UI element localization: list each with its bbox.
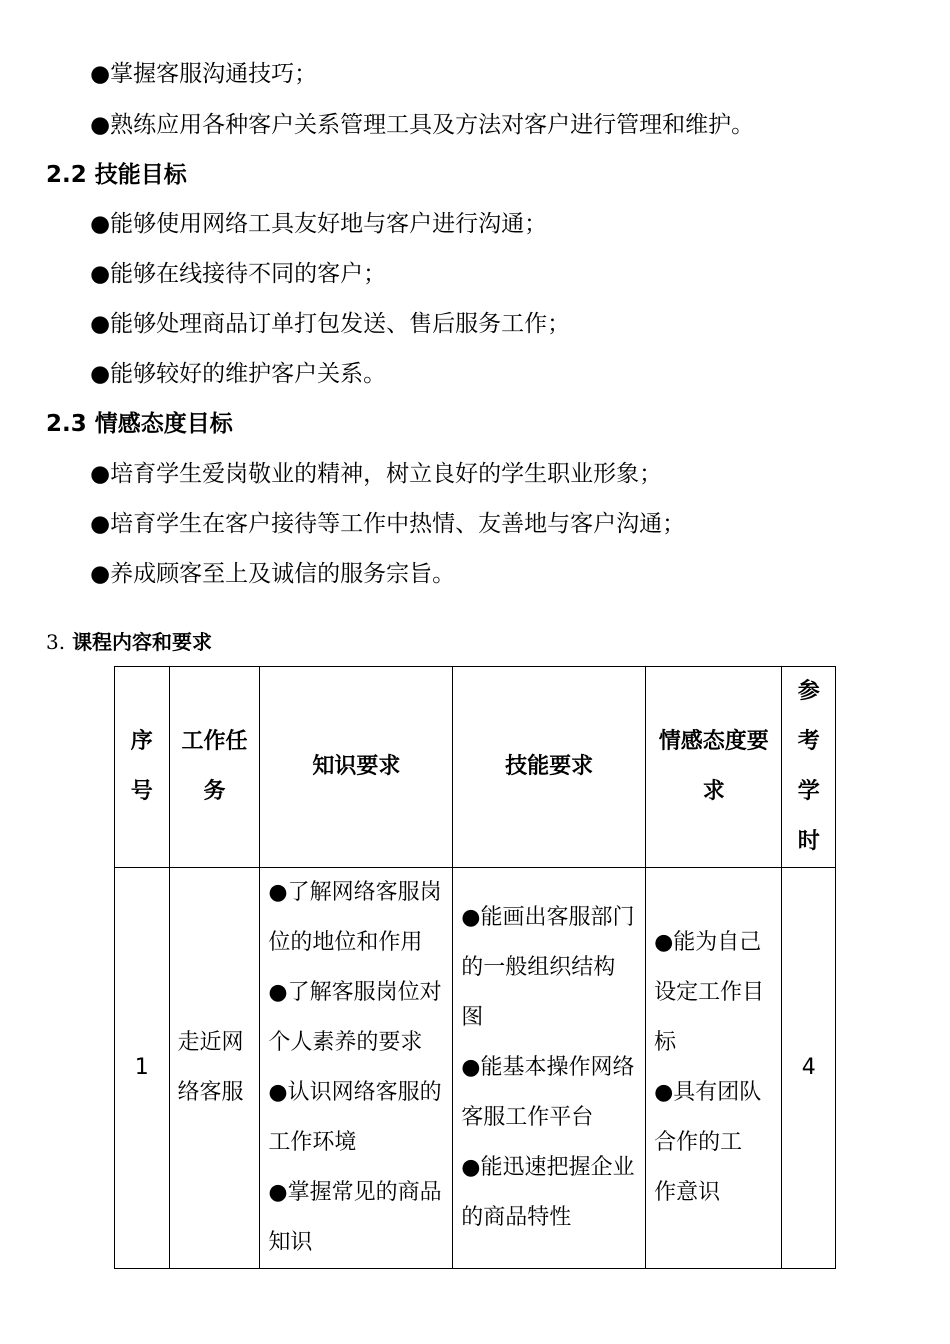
header-knowledge: 知识要求 xyxy=(260,667,453,868)
skill-goal-item: ●能够在线接待不同的客户； xyxy=(90,261,387,287)
header-attitude: 情感态度要 求 xyxy=(646,667,782,868)
skill-goal-item: ●能够较好的维护客户关系。 xyxy=(90,361,387,387)
cell-skill: ●能画出客服部门 的一般组织结构 图 ●能基本操作网络 客服工作平台 ●能迅速把握企业 的商品特性 xyxy=(453,868,646,1269)
header-task: 工作任 务 xyxy=(169,667,260,868)
table-row xyxy=(115,868,836,1269)
attitude-goal-item: ●培育学生爱岗敬业的精神，树立良好的学生职业形象； xyxy=(90,461,663,487)
header-hours: 参 考 学 时 xyxy=(782,667,836,868)
section-heading-skill-goals: 2.2 技能目标 xyxy=(46,162,187,188)
knowledge-goal-item: ●掌握客服沟通技巧； xyxy=(90,61,318,87)
cell-task: 走近网 络客服 xyxy=(169,868,260,1269)
cell-num: 1 xyxy=(115,868,170,1269)
cell-hours: 4 xyxy=(782,868,836,1269)
section-heading-attitude-goals: 2.3 情感态度目标 xyxy=(46,411,233,437)
course-content-table xyxy=(114,666,836,1269)
cell-knowledge: ●了解网络客服岗 位的地位和作用 ●了解客服岗位对 个人素养的要求 ●认识网络客服的 工作环境 ●掌握常见的商品 知识 xyxy=(260,868,453,1269)
table-header-row xyxy=(115,667,836,868)
section-heading-course-content xyxy=(46,627,212,657)
skill-goal-item: ●能够使用网络工具友好地与客户进行沟通； xyxy=(90,211,548,237)
header-skill: 技能要求 xyxy=(453,667,646,868)
attitude-goal-item: ●养成顾客至上及诚信的服务宗旨。 xyxy=(90,561,456,587)
attitude-goal-item: ●培育学生在客户接待等工作中热情、友善地与客户沟通； xyxy=(90,511,686,537)
section-number: 3. xyxy=(46,630,66,654)
section-title: 课程内容和要求 xyxy=(72,630,213,654)
knowledge-goal-item: ●熟练应用各种客户关系管理工具及方法对客户进行管理和维护。 xyxy=(90,112,755,138)
skill-goal-item: ●能够处理商品订单打包发送、售后服务工作； xyxy=(90,311,571,337)
cell-attitude: ●能为自己 设定工作目 标 ●具有团队 合作的工 作意识 xyxy=(646,868,782,1269)
header-num: 序 号 xyxy=(115,667,170,868)
